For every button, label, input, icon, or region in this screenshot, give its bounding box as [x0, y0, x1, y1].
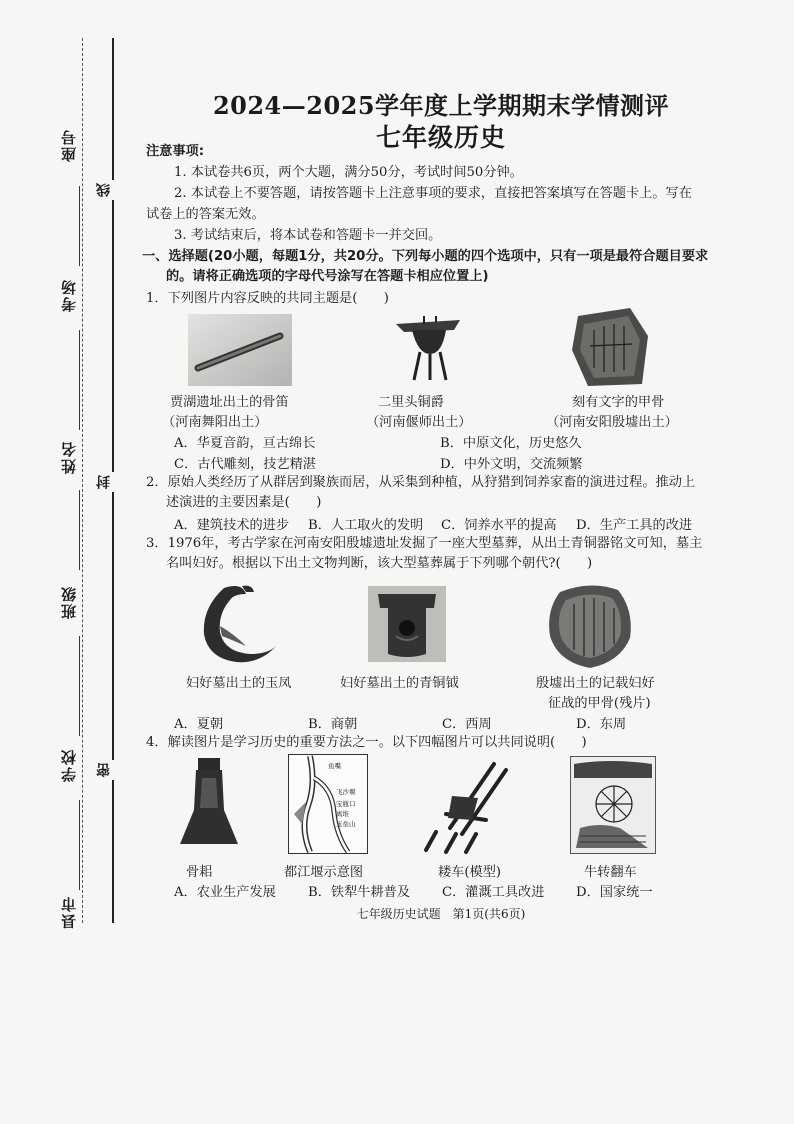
exam-title: 2024—2025学年度上学期期末学情测评 — [212, 91, 670, 120]
section-heading: 一、选择题(20小题，每题1分，共20分。下列每小题的四个选项中，只有一项是最符合题目要求 — [142, 249, 709, 264]
class-blank — [79, 636, 80, 736]
caption-oracle-fragment: 殷墟出土的记载妇好 — [536, 676, 655, 691]
bone-flute-image — [188, 314, 292, 386]
caption-oracle-fragment-cont: 征战的甲骨(残片) — [548, 696, 651, 711]
map-label-feishayan: 飞沙堰 — [336, 788, 356, 796]
seat-number-blank — [79, 186, 80, 266]
q2-option-c: C．饲养水平的提高 — [441, 518, 557, 533]
q3-option-b: B．商朝 — [308, 717, 358, 732]
q1-option-a: A．华夏音韵，亘古绵长 — [174, 436, 316, 451]
oracle-bone-fragment-image — [546, 580, 636, 670]
q3-option-d: D．东周 — [576, 717, 627, 732]
q3-option-a: A．夏朝 — [174, 717, 224, 732]
seal-dashed-line — [82, 38, 83, 923]
q3-option-c: C．西周 — [442, 717, 492, 732]
caption-bone-flute: 贾湖遗址出土的骨笛 — [170, 395, 289, 410]
caption-dujiangyan: 都江堰示意图 — [284, 865, 364, 880]
q2-option-d: D．生产工具的改进 — [576, 518, 693, 533]
caption-oracle-bone-origin: （河南安阳殷墟出土） — [546, 415, 678, 430]
question-2-stem: 2．原始人类经历了从群居到聚族而居，从采集到种植，从狩猎到饲养家畜的演进过程。推动上 — [146, 475, 696, 490]
q1-option-b: B．中原文化，历史悠久 — [440, 436, 582, 451]
binding-strip — [0, 0, 120, 1124]
label-seat-number: 座号 — [60, 128, 78, 162]
name-blank — [79, 490, 80, 570]
seal-line-char: 线 — [94, 180, 114, 200]
question-1-stem: 1．下列图片内容反映的共同主题是( ) — [146, 291, 389, 306]
bronze-jue-image — [390, 310, 468, 382]
map-label-yuleishan: 玉垒山 — [336, 820, 356, 828]
caption-bronze-yue: 妇好墓出土的青铜钺 — [340, 676, 459, 691]
label-county-city: 县市 — [60, 895, 78, 929]
dujiangyan-map-image — [288, 754, 368, 854]
map-label-lidui: 离堆 — [336, 810, 349, 818]
jade-phoenix-image — [194, 580, 280, 666]
bronze-yue-image — [368, 586, 446, 662]
exam-subtitle: 七年级历史 — [375, 123, 506, 152]
q1-option-d: D．中外文明，交流频繁 — [440, 457, 583, 472]
question-4-stem: 4．解读图片是学习历史的重要方法之一。以下四幅图片可以共同说明( ) — [146, 735, 587, 750]
bone-si-image — [178, 756, 240, 852]
map-label-baopingkou: 宝瓶口 — [336, 800, 356, 808]
q4-option-c: C．灌溉工具改进 — [442, 885, 545, 900]
caption-ox-waterwheel: 牛转翻车 — [584, 865, 637, 880]
caption-bone-flute-origin: （河南舞阳出土） — [162, 415, 268, 430]
page-footer: 七年级历史试题 第1页(共6页) — [356, 907, 526, 921]
notice-item-2: 2. 本试卷上不要答题，请按答题卡上注意事项的要求，直接把答案填写在答题卡上。写在 — [174, 186, 692, 201]
q2-option-a: A．建筑技术的进步 — [174, 518, 290, 533]
oracle-bone-image — [570, 306, 652, 388]
caption-bone-si: 骨耜 — [186, 865, 213, 880]
exam-room-blank — [79, 330, 80, 430]
map-label-yuzui: 鱼嘴 — [328, 762, 341, 770]
notice-item-1: 1. 本试卷共6页，两个大题，满分50分，考试时间50分钟。 — [174, 165, 523, 180]
label-class: 班级 — [60, 585, 78, 619]
q4-option-a: A．农业生产发展 — [174, 885, 276, 900]
question-3-stem-cont: 名叫妇好。根据以下出土文物判断，该大型墓葬属于下列哪个朝代?( ) — [166, 556, 593, 571]
caption-bronze-jue-origin: （河南偃师出土） — [366, 415, 472, 430]
label-school: 学校 — [60, 748, 78, 782]
label-exam-room: 考场 — [60, 278, 78, 312]
section-heading-cont: 的。请将正确选项的字母代号涂写在答题卡相应位置上) — [166, 269, 489, 284]
question-2-stem-cont: 述演进的主要因素是( ) — [166, 495, 322, 510]
caption-seed-drill: 耧车(模型) — [438, 865, 502, 880]
label-name: 姓名 — [60, 440, 78, 474]
notice-heading: 注意事项: — [146, 144, 205, 159]
caption-bronze-jue: 二里头铜爵 — [378, 395, 444, 410]
caption-jade-phoenix: 妇好墓出土的玉凤 — [186, 676, 292, 691]
notice-item-2-cont: 试卷上的答案无效。 — [146, 207, 265, 222]
school-blank — [79, 800, 80, 890]
notice-item-3: 3. 考试结束后，将本试卷和答题卡一并交回。 — [174, 228, 442, 243]
q1-option-c: C．古代雕刻，技艺精湛 — [174, 457, 316, 472]
q4-option-b: B．铁犁牛耕普及 — [308, 885, 411, 900]
question-3-stem: 3．1976年，考古学家在河南安阳殷墟遗址发掘了一座大型墓葬，从出土青铜器铭文可知，墓主 — [146, 536, 703, 551]
caption-oracle-bone: 刻有文字的甲骨 — [572, 395, 665, 410]
q2-option-b: B．人工取火的发明 — [308, 518, 424, 533]
ox-waterwheel-image — [570, 756, 656, 854]
seal-secret-char: 密 — [94, 760, 114, 780]
seal-seal-char: 封 — [94, 472, 114, 492]
seed-drill-image — [416, 758, 516, 854]
q4-option-d: D．国家统一 — [576, 885, 653, 900]
